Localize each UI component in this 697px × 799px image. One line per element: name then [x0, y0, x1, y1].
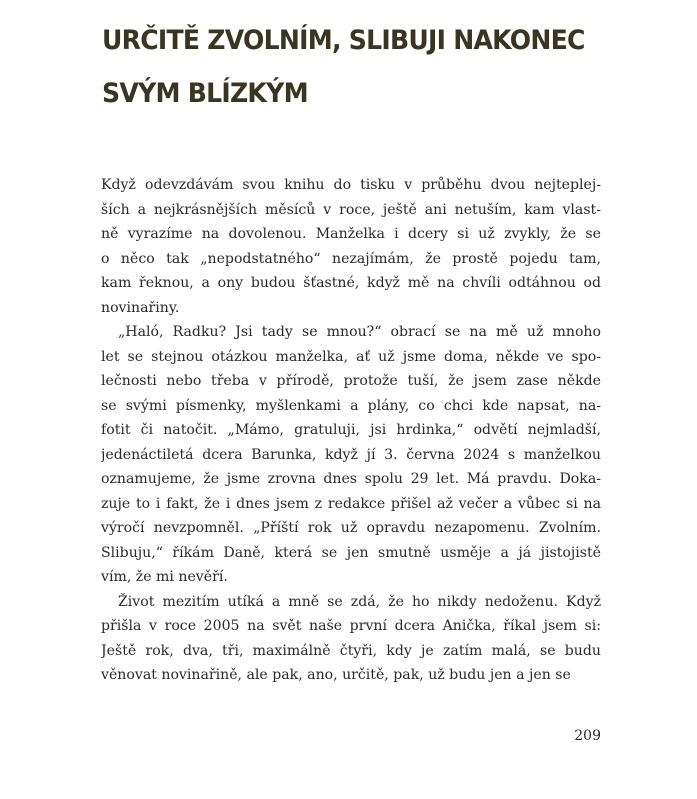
text-line: fotit či natočit. „Mámo, gratuluji, jsi hrdinka,“ odvětí nejmladší,	[101, 422, 601, 438]
text-line: Když odevzdávám svou knihu do tisku v průběhu dvou nejteplej-	[101, 177, 601, 193]
text-line: výročí nevzpomněl. „Příští rok už opravdu nezapomenu. Zvolním.	[101, 520, 601, 536]
chapter-title-line: URČITĚ ZVOLNÍM, SLIBUJI NAKONEC	[102, 25, 585, 56]
text-line: let se stejnou otázkou manželka, ať už jsme doma, někde ve spo-	[101, 348, 601, 365]
text-line: lečnosti nebo třeba v přírodě, protože tuší, že jsem zase někde	[101, 373, 601, 389]
paragraph	[101, 590, 601, 688]
chapter-title-line: SVÝM BLÍZKÝM	[102, 78, 308, 109]
text-line: Slibuju,“ říkám Daně, která se jen smutně usměje a já jistojistě	[101, 544, 601, 561]
text-line: jedenáctiletá dcera Barunka, když jí 3. června 2024 s manželkou	[101, 446, 601, 463]
paragraph	[101, 320, 601, 590]
chapter-title	[102, 14, 585, 120]
text-line: ně vyrazíme na dovolenou. Manželka i dcery si už zvykly, že se	[101, 226, 601, 242]
text-line: novinařiny.	[101, 299, 180, 316]
text-line: kam řeknou, a ony budou šťastné, když mě na chvíli odtáhnou od	[101, 275, 601, 291]
text-line: věnovat novinařině, ale pak, ano, určitě, pak, už budu jen a jen se	[101, 667, 571, 683]
text-line: přišla v roce 2005 na svět naše první dcera Anička, říkal jsem si:	[101, 618, 601, 634]
text-line: vím, že mi nevěří.	[101, 569, 228, 585]
text-line: Ještě rok, dva, tři, maximálně čtyři, kdy je zatím malá, se budu	[101, 642, 601, 659]
text-line: se svými písmenky, myšlenkami a plány, co chci kde napsat, na-	[101, 397, 601, 414]
body-text	[101, 173, 601, 688]
text-line: „Haló, Radku? Jsi tady se mnou?“ obrací se na mě už mnoho	[118, 324, 601, 340]
text-line: ších a nejkrásnějších měsíců v roce, ještě ani netuším, kam vlast-	[101, 201, 601, 218]
paragraph	[101, 173, 601, 320]
text-line: zuje to i fakt, že i dnes jsem z redakce přišel až večer a vůbec si na	[101, 495, 601, 512]
text-line: Život mezitím utíká a mně se zdá, že ho nikdy nedoženu. Když	[118, 593, 601, 610]
text-line: oznamujeme, že jsme zrovna dnes spolu 29 let. Má pravdu. Doka-	[101, 471, 601, 487]
text-line: o něco tak „nepodstatného“ nezajímám, že prostě pojedu tam,	[101, 250, 601, 267]
page-number: 209	[574, 728, 601, 744]
